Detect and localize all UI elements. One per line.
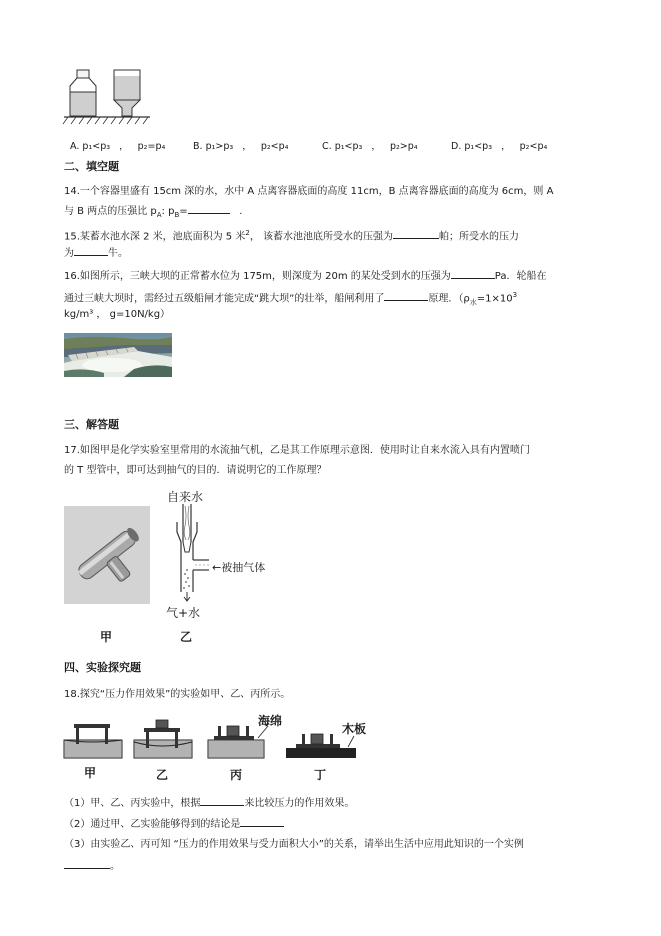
section-heading-answer: 三、解答题: [64, 418, 119, 431]
q18-sub1-blank[interactable]: [200, 795, 244, 806]
option-a-letter: A.: [70, 141, 80, 152]
dam-photo: [64, 333, 172, 377]
option-d-second: p₂<p₄: [519, 141, 548, 152]
label-bing: 丙: [230, 768, 243, 782]
q17-line1: 17.如图甲是化学实验室里常用的水流抽气机，乙是其工作原理示意图．使用时让自来水流入具有内置喷门: [64, 445, 530, 456]
q17-line2: 的 T 型管中，即可达到抽气的目的．请说明它的工作原理？: [64, 465, 327, 476]
option-a-first: p₁<p₃: [82, 141, 111, 152]
q16-line2: 通过三峡大坝时，需经过五级船闸才能完成“跳大坝”的壮举，船闸利用了 原理．（$\rho_水=1\times 10^3$: [64, 291, 518, 307]
option-b[interactable]: B. p₁>p₃ ， p₂<p₄: [193, 141, 289, 152]
q18-sub3-blank[interactable]: [64, 858, 110, 869]
label-jia-2: 甲: [84, 766, 97, 780]
option-d-letter: D.: [451, 141, 462, 152]
q16-line3: kg/m³ ， g=10N/kg）: [64, 309, 171, 320]
section-heading-experiment: 四、实验探究题: [64, 661, 141, 674]
option-c-first: p₁<p₃: [334, 141, 363, 152]
q16-principle-blank[interactable]: [384, 290, 428, 301]
option-c-letter: C.: [322, 141, 332, 152]
extracted-gas-label: ←被抽气体: [212, 561, 266, 574]
gas-water-label: 气+水: [166, 606, 201, 620]
q14-answer-blank[interactable]: [188, 203, 230, 214]
option-b-second: p₂<p₄: [260, 141, 289, 152]
option-d[interactable]: D. p₁<p₃ ， p₂<p₄: [451, 141, 548, 152]
q18-sub3-end: 。: [64, 858, 120, 874]
option-b-letter: B.: [193, 141, 203, 152]
option-a[interactable]: A. p₁<p₃ ， p₂=p₄: [70, 141, 166, 152]
board-label: 木板: [342, 722, 367, 736]
option-b-first: p₁>p₃: [205, 141, 234, 152]
option-d-first: p₁<p₃: [464, 141, 493, 152]
q16-pressure-blank[interactable]: [451, 268, 495, 279]
q18-sub1: （1）甲、乙、丙实验中，根据 来比较压力的作用效果。: [64, 795, 354, 811]
label-ding: 丁: [314, 768, 327, 782]
q15-line2: 为 牛。: [64, 245, 128, 261]
q18-intro: 18.探究“压力作用效果”的实验如甲、乙、丙所示。: [64, 689, 291, 700]
q15-pressure-blank[interactable]: [393, 228, 439, 239]
q18-sub3: （3）由实验乙、丙可知 “压力的作用效果与受力面积大小”的关系，请举出生活中应用此知识的一个实例: [64, 839, 524, 850]
q14-line1: 14.一个容器里盛有 15cm 深的水，水中 A 点离容器底面的高度 11cm，B 点离容器底面的高度为 6cm，则 A: [64, 186, 554, 197]
q18-sub2: （2）通过甲、乙实验能够得到的结论是: [64, 816, 284, 832]
pressure-experiment-figure: [62, 714, 372, 764]
aspirator-diagram: [165, 502, 225, 602]
q18-sub2-blank[interactable]: [240, 816, 284, 827]
label-yi-2: 乙: [156, 768, 169, 782]
q14-line2: 与 B 两点的压强比 $p_A$: $p_B=$ .: [64, 203, 242, 222]
label-jia: 甲: [100, 630, 113, 644]
option-c-second: p₂>p₄: [389, 141, 418, 152]
section-heading-fill: 二、填空题: [64, 160, 119, 173]
label-yi: 乙: [180, 630, 193, 644]
q16-line1: 16.如图所示，三峡大坝的正常蓄水位为 175m，则深度为 20m 的某处受到水的压强为 Pa．轮船在: [64, 268, 546, 284]
aspirator-photo: [64, 506, 150, 604]
q15-force-blank[interactable]: [74, 245, 108, 256]
sponge-label: 海绵: [258, 714, 283, 728]
option-a-second: p₂=p₄: [137, 141, 166, 152]
q15-line1: 15.某蓄水池水深 2 米，池底面积为 5 米$^2$， 该蓄水池池底所受水的压强为 帕；所受水的压力: [64, 229, 519, 243]
bottles-figure: [62, 66, 152, 128]
option-c[interactable]: C. p₁<p₃ ， p₂>p₄: [322, 141, 418, 152]
tap-water-label: 自来水: [167, 490, 204, 504]
